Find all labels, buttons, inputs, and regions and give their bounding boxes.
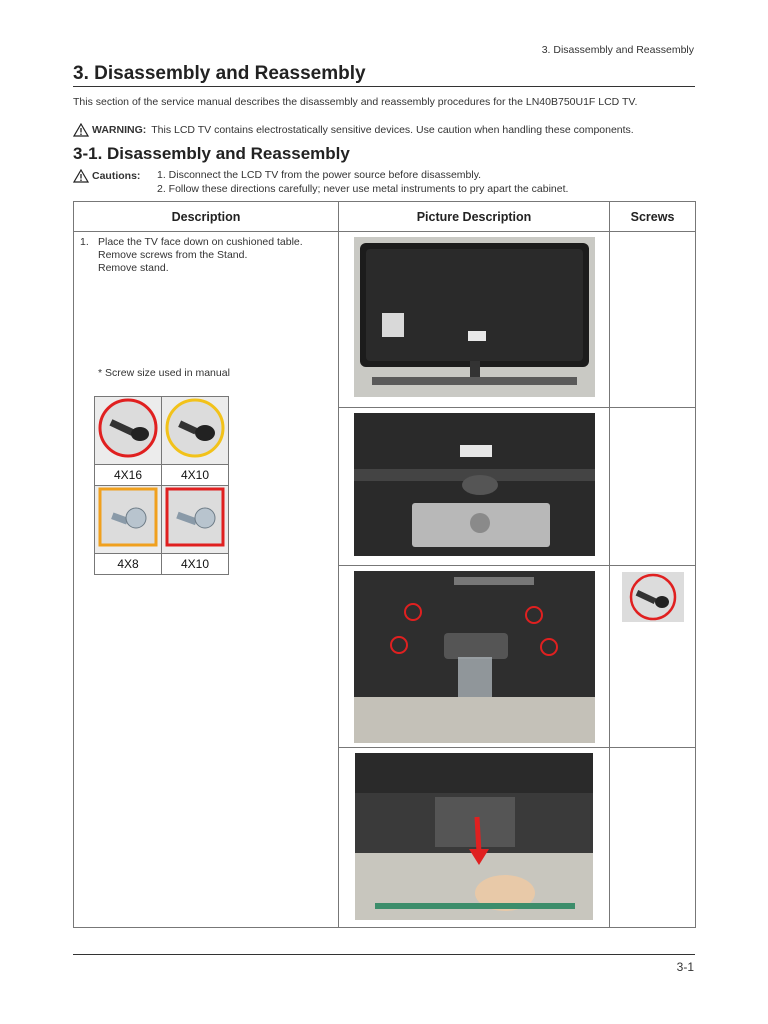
screw-size-label: 4X10 — [162, 465, 229, 486]
screw-size-grid — [94, 396, 229, 575]
step-description-cell — [74, 232, 339, 928]
screw-4x16-icon — [622, 572, 684, 622]
caution-icon — [73, 169, 89, 183]
step-1 — [74, 232, 338, 380]
caution-item: 1. Disconnect the LCD TV from the power source before disassembly. — [157, 169, 482, 181]
picture-cell — [339, 408, 610, 566]
page-number: 3-1 — [676, 960, 694, 974]
warning-icon — [73, 123, 89, 137]
page-title: 3. Disassembly and Reassembly — [73, 63, 366, 84]
header-description: Description — [74, 202, 339, 232]
caution-item: 2. Follow these directions carefully; never use metal instruments to pry apart the cabinet. — [157, 183, 569, 195]
running-header: 3. Disassembly and Reassembly — [541, 44, 694, 56]
step-line: Remove screws from the Stand. — [98, 249, 248, 261]
footer-divider — [73, 954, 695, 955]
intro-paragraph: This section of the service manual describes the disassembly and reassembly procedures for the LN40B750U1F LCD TV. — [73, 96, 638, 108]
screws-cell — [610, 566, 696, 748]
step-number: 1. — [80, 236, 89, 248]
warning-text: This LCD TV contains electrostatically sensitive devices. Use caution when handling these components. — [151, 124, 634, 136]
screws-cell — [610, 232, 696, 408]
tv-back-photo — [354, 237, 595, 397]
screw-size-note: * Screw size used in manual — [98, 367, 230, 379]
screw-4x10-image — [162, 397, 229, 465]
screws-cell — [610, 748, 696, 928]
picture-cell — [339, 232, 610, 408]
screw-4x10-image — [162, 486, 229, 554]
header-screws: Screws — [610, 202, 696, 232]
title-divider — [73, 86, 695, 87]
cautions-label: Cautions: — [92, 169, 141, 182]
header-picture: Picture Description — [339, 202, 610, 232]
subsection-title: 3-1. Disassembly and Reassembly — [73, 144, 350, 163]
cautions-block — [73, 169, 568, 196]
screw-size-label: 4X16 — [95, 465, 162, 486]
warning-label: WARNING: — [92, 124, 147, 136]
remove-stand-photo — [355, 753, 593, 920]
screws-cell — [610, 408, 696, 566]
stand-closeup-photo — [354, 413, 595, 556]
screw-locations-photo — [354, 571, 595, 743]
screw-size-label: 4X8 — [95, 554, 162, 575]
screw-4x8-image — [95, 486, 162, 554]
screw-4x16-image — [95, 397, 162, 465]
warning-line — [73, 123, 634, 137]
step-line: Remove stand. — [98, 262, 169, 274]
step-line: Place the TV face down on cushioned table. — [98, 236, 303, 248]
picture-cell — [339, 566, 610, 748]
picture-cell — [339, 748, 610, 928]
procedure-table — [73, 201, 696, 928]
screw-size-label: 4X10 — [162, 554, 229, 575]
